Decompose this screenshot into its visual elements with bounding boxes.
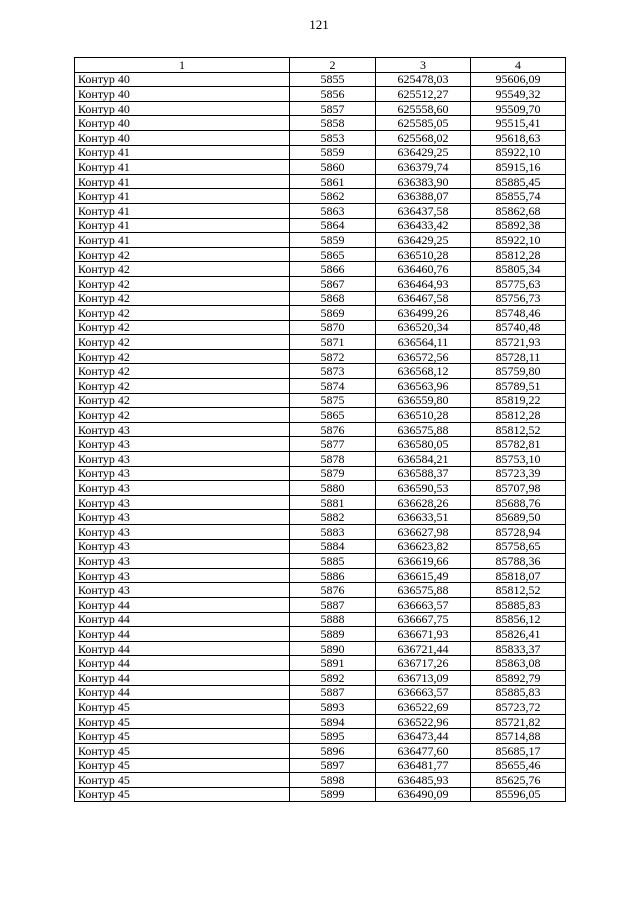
x-coordinate-cell: 636575,88: [376, 583, 471, 598]
contour-name-cell: Контур 44: [75, 597, 290, 612]
point-number-cell: 5865: [290, 408, 376, 423]
contour-name-cell: Контур 40: [75, 72, 290, 87]
header-col-4: 4: [471, 58, 566, 73]
y-coordinate-cell: 85688,76: [471, 495, 566, 510]
x-coordinate-cell: 625478,03: [376, 72, 471, 87]
point-number-cell: 5887: [290, 597, 376, 612]
contour-name-cell: Контур 44: [75, 627, 290, 642]
x-coordinate-cell: 636713,09: [376, 670, 471, 685]
x-coordinate-cell: 636633,51: [376, 510, 471, 525]
table-row: [75, 174, 566, 189]
y-coordinate-cell: 85723,72: [471, 700, 566, 715]
x-coordinate-cell: 636429,25: [376, 145, 471, 160]
x-coordinate-cell: 636520,34: [376, 320, 471, 335]
x-coordinate-cell: 625558,60: [376, 101, 471, 116]
contour-name-cell: Контур 43: [75, 495, 290, 510]
point-number-cell: 5877: [290, 437, 376, 452]
contour-name-cell: Контур 45: [75, 714, 290, 729]
x-coordinate-cell: 625568,02: [376, 130, 471, 145]
x-coordinate-cell: 636433,42: [376, 218, 471, 233]
y-coordinate-cell: 85812,52: [471, 583, 566, 598]
table-row: [75, 145, 566, 160]
table-row: [75, 233, 566, 248]
point-number-cell: 5865: [290, 247, 376, 262]
contour-name-cell: Контур 41: [75, 203, 290, 218]
table-row: [75, 729, 566, 744]
y-coordinate-cell: 85728,11: [471, 349, 566, 364]
y-coordinate-cell: 85812,28: [471, 408, 566, 423]
table-row: [75, 773, 566, 788]
y-coordinate-cell: 85775,63: [471, 276, 566, 291]
point-number-cell: 5859: [290, 145, 376, 160]
y-coordinate-cell: 85856,12: [471, 612, 566, 627]
contour-name-cell: Контур 42: [75, 306, 290, 321]
table-row: [75, 335, 566, 350]
contour-name-cell: Контур 42: [75, 364, 290, 379]
contour-name-cell: Контур 44: [75, 670, 290, 685]
table-row: [75, 364, 566, 379]
x-coordinate-cell: 636429,25: [376, 233, 471, 248]
table-row: [75, 466, 566, 481]
x-coordinate-cell: 636584,21: [376, 452, 471, 467]
y-coordinate-cell: 85625,76: [471, 773, 566, 788]
y-coordinate-cell: 85740,48: [471, 320, 566, 335]
table-row: [75, 452, 566, 467]
table-row: [75, 685, 566, 700]
table-row: [75, 568, 566, 583]
x-coordinate-cell: 636575,88: [376, 422, 471, 437]
contour-name-cell: Контур 44: [75, 612, 290, 627]
contour-name-cell: Контур 42: [75, 349, 290, 364]
table-row: [75, 437, 566, 452]
x-coordinate-cell: 636477,60: [376, 743, 471, 758]
contour-name-cell: Контур 41: [75, 160, 290, 175]
y-coordinate-cell: 85721,93: [471, 335, 566, 350]
table-row: [75, 641, 566, 656]
y-coordinate-cell: 85885,83: [471, 685, 566, 700]
x-coordinate-cell: 636667,75: [376, 612, 471, 627]
point-number-cell: 5892: [290, 670, 376, 685]
x-coordinate-cell: 636671,93: [376, 627, 471, 642]
y-coordinate-cell: 95509,70: [471, 101, 566, 116]
table-row: [75, 481, 566, 496]
x-coordinate-cell: 636559,80: [376, 393, 471, 408]
point-number-cell: 5859: [290, 233, 376, 248]
y-coordinate-cell: 95549,32: [471, 87, 566, 102]
y-coordinate-cell: 85782,81: [471, 437, 566, 452]
y-coordinate-cell: 85721,82: [471, 714, 566, 729]
contour-name-cell: Контур 43: [75, 583, 290, 598]
contour-name-cell: Контур 43: [75, 466, 290, 481]
x-coordinate-cell: 636485,93: [376, 773, 471, 788]
point-number-cell: 5899: [290, 787, 376, 802]
x-coordinate-cell: 625585,05: [376, 116, 471, 131]
x-coordinate-cell: 636490,09: [376, 787, 471, 802]
y-coordinate-cell: 85862,68: [471, 203, 566, 218]
point-number-cell: 5887: [290, 685, 376, 700]
y-coordinate-cell: 85892,38: [471, 218, 566, 233]
contour-name-cell: Контур 45: [75, 773, 290, 788]
contour-name-cell: Контур 42: [75, 320, 290, 335]
point-number-cell: 5874: [290, 379, 376, 394]
x-coordinate-cell: 636663,57: [376, 597, 471, 612]
x-coordinate-cell: 636623,82: [376, 539, 471, 554]
y-coordinate-cell: 85826,41: [471, 627, 566, 642]
contour-name-cell: Контур 42: [75, 335, 290, 350]
contour-name-cell: Контур 41: [75, 233, 290, 248]
y-coordinate-cell: 85812,28: [471, 247, 566, 262]
table-row: [75, 670, 566, 685]
table-row: [75, 758, 566, 773]
point-number-cell: 5872: [290, 349, 376, 364]
table-row: [75, 291, 566, 306]
table-row: [75, 101, 566, 116]
table-row: [75, 262, 566, 277]
y-coordinate-cell: 85655,46: [471, 758, 566, 773]
x-coordinate-cell: 636721,44: [376, 641, 471, 656]
point-number-cell: 5897: [290, 758, 376, 773]
point-number-cell: 5855: [290, 72, 376, 87]
y-coordinate-cell: 95618,63: [471, 130, 566, 145]
contour-name-cell: Контур 41: [75, 145, 290, 160]
table-row: [75, 539, 566, 554]
x-coordinate-cell: 636717,26: [376, 656, 471, 671]
point-number-cell: 5867: [290, 276, 376, 291]
contour-name-cell: Контур 42: [75, 276, 290, 291]
point-number-cell: 5891: [290, 656, 376, 671]
x-coordinate-cell: 636481,77: [376, 758, 471, 773]
y-coordinate-cell: 85707,98: [471, 481, 566, 496]
contour-name-cell: Контур 45: [75, 729, 290, 744]
contour-name-cell: Контур 42: [75, 291, 290, 306]
x-coordinate-cell: 636383,90: [376, 174, 471, 189]
y-coordinate-cell: 85689,50: [471, 510, 566, 525]
y-coordinate-cell: 85758,65: [471, 539, 566, 554]
contour-name-cell: Контур 42: [75, 393, 290, 408]
point-number-cell: 5869: [290, 306, 376, 321]
table-row: [75, 320, 566, 335]
contour-name-cell: Контур 43: [75, 554, 290, 569]
x-coordinate-cell: 636473,44: [376, 729, 471, 744]
table-row: [75, 700, 566, 715]
y-coordinate-cell: 85922,10: [471, 145, 566, 160]
x-coordinate-cell: 636619,66: [376, 554, 471, 569]
contour-name-cell: Контур 40: [75, 116, 290, 131]
y-coordinate-cell: 85812,52: [471, 422, 566, 437]
y-coordinate-cell: 95515,41: [471, 116, 566, 131]
contour-name-cell: Контур 41: [75, 189, 290, 204]
table-header: [75, 58, 566, 73]
x-coordinate-cell: 625512,27: [376, 87, 471, 102]
contour-name-cell: Контур 45: [75, 758, 290, 773]
y-coordinate-cell: 85714,88: [471, 729, 566, 744]
point-number-cell: 5884: [290, 539, 376, 554]
x-coordinate-cell: 636510,28: [376, 408, 471, 423]
table-row: [75, 612, 566, 627]
contour-name-cell: Контур 45: [75, 787, 290, 802]
table-row: [75, 583, 566, 598]
y-coordinate-cell: 85863,08: [471, 656, 566, 671]
table-row: [75, 87, 566, 102]
point-number-cell: 5871: [290, 335, 376, 350]
table-row: [75, 525, 566, 540]
point-number-cell: 5873: [290, 364, 376, 379]
contour-name-cell: Контур 43: [75, 539, 290, 554]
y-coordinate-cell: 95606,09: [471, 72, 566, 87]
table-row: [75, 714, 566, 729]
point-number-cell: 5886: [290, 568, 376, 583]
y-coordinate-cell: 85915,16: [471, 160, 566, 175]
contour-name-cell: Контур 44: [75, 685, 290, 700]
point-number-cell: 5893: [290, 700, 376, 715]
table-row: [75, 72, 566, 87]
contour-name-cell: Контур 43: [75, 437, 290, 452]
x-coordinate-cell: 636388,07: [376, 189, 471, 204]
point-number-cell: 5861: [290, 174, 376, 189]
header-col-2: 2: [290, 58, 376, 73]
table-row: [75, 743, 566, 758]
y-coordinate-cell: 85753,10: [471, 452, 566, 467]
y-coordinate-cell: 85885,45: [471, 174, 566, 189]
x-coordinate-cell: 636499,26: [376, 306, 471, 321]
point-number-cell: 5876: [290, 422, 376, 437]
table-row: [75, 554, 566, 569]
table-row: [75, 203, 566, 218]
y-coordinate-cell: 85818,07: [471, 568, 566, 583]
table-row: [75, 422, 566, 437]
x-coordinate-cell: 636663,57: [376, 685, 471, 700]
contour-name-cell: Контур 42: [75, 408, 290, 423]
point-number-cell: 5881: [290, 495, 376, 510]
point-number-cell: 5863: [290, 203, 376, 218]
x-coordinate-cell: 636628,26: [376, 495, 471, 510]
table-row: [75, 218, 566, 233]
contour-name-cell: Контур 40: [75, 101, 290, 116]
y-coordinate-cell: 85819,22: [471, 393, 566, 408]
contour-name-cell: Контур 44: [75, 656, 290, 671]
header-col-1: 1: [75, 58, 290, 73]
contour-name-cell: Контур 45: [75, 743, 290, 758]
point-number-cell: 5885: [290, 554, 376, 569]
table-row: [75, 787, 566, 802]
y-coordinate-cell: 85759,80: [471, 364, 566, 379]
x-coordinate-cell: 636580,05: [376, 437, 471, 452]
point-number-cell: 5862: [290, 189, 376, 204]
table-row: [75, 247, 566, 262]
y-coordinate-cell: 85885,83: [471, 597, 566, 612]
point-number-cell: 5853: [290, 130, 376, 145]
contour-name-cell: Контур 42: [75, 262, 290, 277]
x-coordinate-cell: 636590,53: [376, 481, 471, 496]
contour-name-cell: Контур 42: [75, 379, 290, 394]
x-coordinate-cell: 636460,76: [376, 262, 471, 277]
table-row: [75, 189, 566, 204]
contour-name-cell: Контур 40: [75, 130, 290, 145]
point-number-cell: 5890: [290, 641, 376, 656]
point-number-cell: 5856: [290, 87, 376, 102]
point-number-cell: 5895: [290, 729, 376, 744]
table-body: [75, 72, 566, 802]
point-number-cell: 5860: [290, 160, 376, 175]
coordinates-table: [74, 57, 566, 802]
header-col-3: 3: [376, 58, 471, 73]
point-number-cell: 5858: [290, 116, 376, 131]
x-coordinate-cell: 636627,98: [376, 525, 471, 540]
table-row: [75, 349, 566, 364]
table-row: [75, 408, 566, 423]
point-number-cell: 5883: [290, 525, 376, 540]
y-coordinate-cell: 85922,10: [471, 233, 566, 248]
table-row: [75, 393, 566, 408]
x-coordinate-cell: 636522,96: [376, 714, 471, 729]
contour-name-cell: Контур 41: [75, 174, 290, 189]
y-coordinate-cell: 85728,94: [471, 525, 566, 540]
contour-name-cell: Контур 43: [75, 568, 290, 583]
x-coordinate-cell: 636522,69: [376, 700, 471, 715]
contour-name-cell: Контур 43: [75, 452, 290, 467]
point-number-cell: 5870: [290, 320, 376, 335]
x-coordinate-cell: 636588,37: [376, 466, 471, 481]
point-number-cell: 5888: [290, 612, 376, 627]
point-number-cell: 5876: [290, 583, 376, 598]
table-row: [75, 510, 566, 525]
table-row: [75, 656, 566, 671]
y-coordinate-cell: 85892,79: [471, 670, 566, 685]
table-row: [75, 130, 566, 145]
point-number-cell: 5864: [290, 218, 376, 233]
page-number: 121: [309, 17, 329, 32]
y-coordinate-cell: 85855,74: [471, 189, 566, 204]
x-coordinate-cell: 636572,56: [376, 349, 471, 364]
x-coordinate-cell: 636615,49: [376, 568, 471, 583]
table-row: [75, 379, 566, 394]
y-coordinate-cell: 85805,34: [471, 262, 566, 277]
table-row: [75, 495, 566, 510]
x-coordinate-cell: 636563,96: [376, 379, 471, 394]
point-number-cell: 5894: [290, 714, 376, 729]
x-coordinate-cell: 636379,74: [376, 160, 471, 175]
point-number-cell: 5896: [290, 743, 376, 758]
point-number-cell: 5882: [290, 510, 376, 525]
x-coordinate-cell: 636510,28: [376, 247, 471, 262]
contour-name-cell: Контур 43: [75, 525, 290, 540]
y-coordinate-cell: 85748,46: [471, 306, 566, 321]
contour-name-cell: Контур 43: [75, 422, 290, 437]
y-coordinate-cell: 85789,51: [471, 379, 566, 394]
x-coordinate-cell: 636464,93: [376, 276, 471, 291]
point-number-cell: 5875: [290, 393, 376, 408]
y-coordinate-cell: 85596,05: [471, 787, 566, 802]
point-number-cell: 5879: [290, 466, 376, 481]
table-row: [75, 627, 566, 642]
x-coordinate-cell: 636568,12: [376, 364, 471, 379]
table-row: [75, 276, 566, 291]
y-coordinate-cell: 85756,73: [471, 291, 566, 306]
y-coordinate-cell: 85833,37: [471, 641, 566, 656]
table-row: [75, 597, 566, 612]
y-coordinate-cell: 85685,17: [471, 743, 566, 758]
contour-name-cell: Контур 43: [75, 481, 290, 496]
contour-name-cell: Контур 45: [75, 700, 290, 715]
y-coordinate-cell: 85788,36: [471, 554, 566, 569]
table-row: [75, 160, 566, 175]
contour-name-cell: Контур 41: [75, 218, 290, 233]
contour-name-cell: Контур 44: [75, 641, 290, 656]
point-number-cell: 5857: [290, 101, 376, 116]
point-number-cell: 5898: [290, 773, 376, 788]
point-number-cell: 5868: [290, 291, 376, 306]
table-row: [75, 116, 566, 131]
table-row: [75, 306, 566, 321]
point-number-cell: 5878: [290, 452, 376, 467]
point-number-cell: 5889: [290, 627, 376, 642]
x-coordinate-cell: 636564,11: [376, 335, 471, 350]
point-number-cell: 5880: [290, 481, 376, 496]
header-row: [75, 58, 566, 73]
contour-name-cell: Контур 40: [75, 87, 290, 102]
x-coordinate-cell: 636437,58: [376, 203, 471, 218]
contour-name-cell: Контур 42: [75, 247, 290, 262]
x-coordinate-cell: 636467,58: [376, 291, 471, 306]
contour-name-cell: Контур 43: [75, 510, 290, 525]
y-coordinate-cell: 85723,39: [471, 466, 566, 481]
point-number-cell: 5866: [290, 262, 376, 277]
